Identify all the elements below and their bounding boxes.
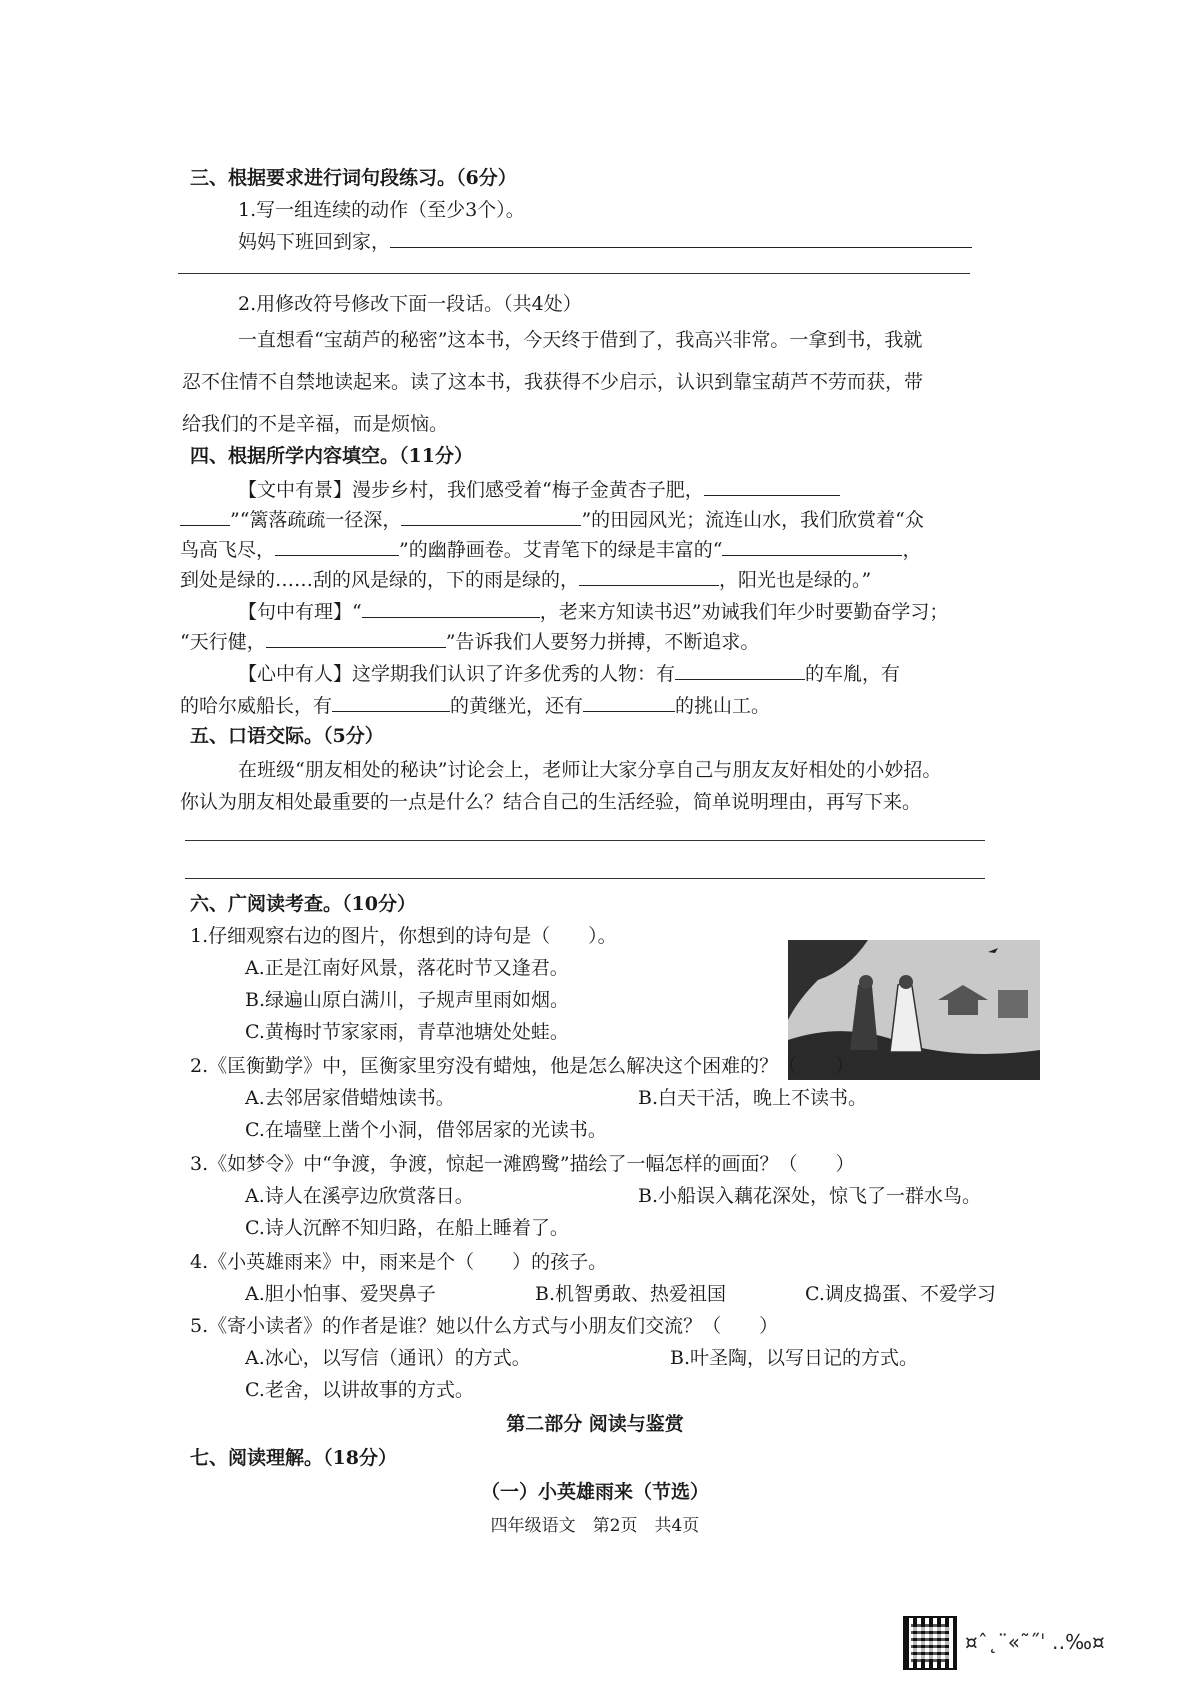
fill-text: 的挑山工。 [675, 695, 771, 717]
fill-row [238, 660, 1098, 688]
q1-instruction: 1.写一组连续的动作（至少3个）。 [238, 199, 525, 221]
fill-text: ，老来方知读书迟”劝诫我们年少时要勤奋学习； [539, 601, 949, 623]
option[interactable]: A.诗人在溪亭边欣赏落日。 [245, 1185, 474, 1207]
fill-text: 鸟高飞尽， [180, 539, 276, 561]
fill-blank[interactable] [332, 693, 450, 712]
question-3: 3.《如梦令》中“争渡，争渡，惊起一滩鸥鹭”描绘了一幅怎样的画面？（ ） [190, 1153, 855, 1175]
fill-text: 【心中有人】这学期我们认识了许多优秀的人物：有 [238, 663, 676, 685]
fill-row [180, 536, 1040, 564]
option[interactable]: A.冰心，以写信（通讯）的方式。 [245, 1347, 531, 1369]
fill-text: ”告诉我们人要努力拼搏，不断追求。 [445, 631, 760, 653]
qr-code [905, 1618, 955, 1668]
fill-blank[interactable] [401, 507, 581, 526]
paragraph-line: 一直想看“宝葫芦的秘密”这本书，今天终于借到了，我高兴非常。一拿到书，我就 [238, 329, 923, 351]
fill-blank[interactable] [583, 693, 675, 712]
answer-line[interactable] [185, 840, 985, 841]
option[interactable]: B.叶圣陶，以写日记的方式。 [670, 1347, 919, 1369]
fill-text: 的哈尔威船长，有 [180, 695, 333, 717]
option[interactable]: C.黄梅时节家家雨，青草池塘处处蛙。 [245, 1021, 569, 1043]
option[interactable]: C.诗人沉醉不知归路，在船上睡着了。 [245, 1217, 569, 1239]
fill-blank[interactable] [675, 661, 805, 680]
part-2-heading: 第二部分 阅读与鉴赏 [506, 1413, 684, 1435]
section-3-title: 三、根据要求进行词句段练习。（6分） [190, 167, 517, 189]
option[interactable]: B.小船误入藕花深处，惊飞了一群水鸟。 [638, 1185, 982, 1207]
question-4: 4.《小英雄雨来》中，雨来是个（ ）的孩子。 [190, 1251, 608, 1273]
question-2: 2.《匡衡勤学》中，匡衡家里穷没有蜡烛，他是怎么解决这个困难的？（ ） [190, 1055, 855, 1077]
option[interactable]: C.在墙壁上凿个小洞，借邻居家的光读书。 [245, 1119, 607, 1141]
option[interactable]: B.机智勇敢、热爱祖国 [535, 1283, 727, 1305]
q1-prompt-row [238, 228, 1098, 256]
answer-line[interactable] [185, 878, 985, 879]
fill-row [238, 598, 1098, 626]
fill-row [180, 628, 1040, 656]
fill-text: 【句中有理】“ [238, 601, 362, 623]
fill-row [238, 476, 1098, 504]
fill-text: 【文中有景】漫步乡村，我们感受着“梅子金黄杏子肥， [238, 479, 704, 501]
fill-blank[interactable] [579, 567, 719, 586]
fill-text: 到处是绿的……刮的风是绿的，下的雨是绿的， [180, 569, 580, 591]
option[interactable]: A.正是江南好风景，落花时节又逢君。 [245, 957, 569, 979]
watermark-text: ¤ˆ˛¨«˜˝ˈ ‥‰¤ [965, 1630, 1105, 1654]
fill-text: ”“篱落疏疏一径深， [230, 509, 402, 531]
option[interactable]: A.去邻居家借蜡烛读书。 [245, 1087, 455, 1109]
fill-row [180, 566, 1040, 594]
fill-text: 的车胤，有 [805, 663, 901, 685]
paragraph-line: 忍不住情不自禁地读起来。读了这本书，我获得不少启示，认识到靠宝葫芦不劳而获，带 [182, 371, 924, 393]
q1-prompt: 妈妈下班回到家， [238, 231, 391, 253]
answer-blank[interactable] [390, 229, 972, 248]
paragraph-line: 给我们的不是辛福，而是烦恼。 [182, 413, 449, 435]
option[interactable]: A.胆小怕事、爱哭鼻子 [245, 1283, 436, 1305]
fill-row [180, 506, 1040, 534]
fill-text: ”的幽静画卷。艾青笔下的绿是丰富的“ [399, 539, 723, 561]
fill-blank[interactable] [722, 537, 902, 556]
passage-title: （一）小英雄雨来（节选） [480, 1481, 709, 1503]
fill-text: “天行健， [180, 631, 266, 653]
section-7-title: 七、阅读理解。（18分） [190, 1447, 397, 1469]
section-4-title: 四、根据所学内容填空。（11分） [190, 445, 473, 467]
question-5: 5.《寄小读者》的作者是谁？她以什么方式与小朋友们交流？（ ） [190, 1315, 779, 1337]
q2-instruction: 2.用修改符号修改下面一段话。（共4处） [238, 293, 582, 315]
fill-text: ，阳光也是绿的。” [719, 569, 872, 591]
section-5-title: 五、口语交际。（5分） [190, 725, 384, 747]
fill-blank[interactable] [362, 599, 540, 618]
section-6-title: 六、广阅读考查。（10分） [190, 893, 416, 915]
question-1: 1.仔细观察右边的图片，你想到的诗句是（ ）。 [190, 925, 617, 947]
answer-line[interactable] [178, 273, 970, 274]
option[interactable]: C.老舍，以讲故事的方式。 [245, 1379, 474, 1401]
fill-row [180, 692, 1040, 720]
fill-blank[interactable] [180, 507, 230, 526]
fill-text: 的黄继光，还有 [450, 695, 584, 717]
fill-text: ， [902, 539, 922, 561]
fill-text: ”的田园风光；流连山水，我们欣赏着“众 [581, 509, 924, 531]
option[interactable]: B.白天干活，晚上不读书。 [638, 1087, 868, 1109]
option[interactable]: C.调皮捣蛋、不爱学习 [805, 1283, 996, 1305]
option[interactable]: B.绿遍山原白满川，子规声里雨如烟。 [245, 989, 570, 1011]
fill-blank[interactable] [275, 537, 399, 556]
page-footer: 四年级语文 第2页 共4页 [490, 1516, 700, 1536]
oral-prompt-line: 你认为朋友相处最重要的一点是什么？结合自己的生活经验，简单说明理由，再写下来。 [180, 791, 922, 813]
oral-prompt-line: 在班级“朋友相处的秘诀”讨论会上，老师让大家分享自己与朋友友好相处的小妙招。 [238, 759, 942, 781]
fill-blank[interactable] [266, 629, 446, 648]
fill-blank[interactable] [704, 477, 840, 496]
